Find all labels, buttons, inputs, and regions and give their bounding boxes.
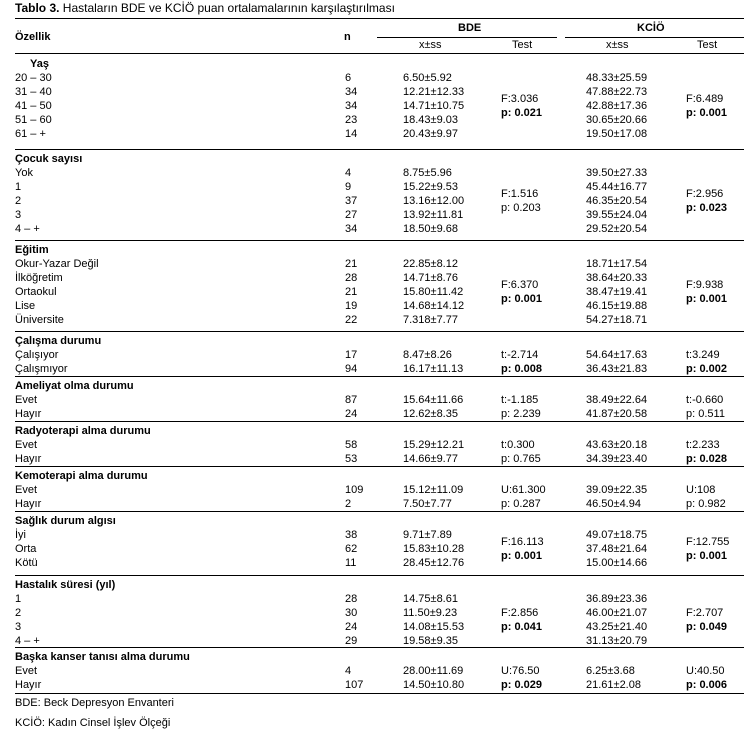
row-bde-mean-sd: 7.50±7.77 <box>403 498 452 510</box>
row-bde-mean-sd: 16.17±11.13 <box>403 363 464 375</box>
row-bde-mean-sd: 18.50±9.68 <box>403 223 458 235</box>
kcio-test-p: p: 0.001 <box>686 107 727 119</box>
row-kcio-mean-sd: 15.00±14.66 <box>586 557 648 569</box>
row-kcio-mean-sd: 38.49±22.64 <box>586 394 648 406</box>
group-separator <box>15 376 744 377</box>
row-kcio-mean-sd: 46.35±20.54 <box>586 195 648 207</box>
row-kcio-mean-sd: 38.64±20.33 <box>586 272 648 284</box>
bde-test-stat: t:-1.185 <box>501 394 539 406</box>
row-bde-mean-sd: 28.45±12.76 <box>403 557 465 569</box>
row-n: 27 <box>345 209 358 221</box>
bde-test-p: p: 0.029 <box>501 679 542 691</box>
row-kcio-mean-sd: 42.88±17.36 <box>586 100 648 112</box>
row-n: 24 <box>345 408 358 420</box>
row-n: 11 <box>345 557 357 569</box>
row-kcio-mean-sd: 37.48±21.64 <box>586 543 648 555</box>
group-title: Radyoterapi alma durumu <box>15 425 151 437</box>
row-n: 21 <box>345 258 358 270</box>
row-label: Evet <box>15 665 38 677</box>
kcio-test-p: p: 0.002 <box>686 363 727 375</box>
row-label: 41 – 50 <box>15 100 52 112</box>
group-title: Çocuk sayısı <box>15 153 83 165</box>
group-separator <box>15 466 744 467</box>
row-bde-mean-sd: 14.08±15.53 <box>403 621 465 633</box>
row-n: 34 <box>345 86 358 98</box>
row-n: 22 <box>345 314 358 326</box>
bde-test-p: p: 0.041 <box>501 621 542 633</box>
row-n: 4 <box>345 665 352 677</box>
top-rule <box>15 18 744 19</box>
row-bde-mean-sd: 12.21±12.33 <box>403 86 465 98</box>
row-label: 1 <box>15 181 22 193</box>
group-title: Kemoterapi alma durumu <box>15 470 148 482</box>
row-bde-mean-sd: 20.43±9.97 <box>403 128 458 140</box>
kcio-test-stat: F:6.489 <box>686 93 724 105</box>
group-separator <box>15 647 744 648</box>
kcio-test-p: p: 0.023 <box>686 202 727 214</box>
row-label: 3 <box>15 621 22 633</box>
row-bde-mean-sd: 22.85±8.12 <box>403 258 458 270</box>
row-kcio-mean-sd: 38.47±19.41 <box>586 286 648 298</box>
row-n: 29 <box>345 635 358 647</box>
bde-test-stat: t:0.300 <box>501 439 535 451</box>
row-bde-mean-sd: 7.318±7.77 <box>403 314 458 326</box>
row-n: 28 <box>345 272 358 284</box>
row-label: Yok <box>15 167 33 179</box>
table-caption <box>15 1 395 15</box>
bde-test-p: p: 0.021 <box>501 107 542 119</box>
row-kcio-mean-sd: 18.71±17.54 <box>586 258 648 270</box>
row-bde-mean-sd: 13.16±12.00 <box>403 195 465 207</box>
kcio-test-stat: F:9.938 <box>686 279 724 291</box>
row-label: 2 <box>15 195 22 207</box>
row-label: İyi <box>15 529 26 541</box>
row-n: 6 <box>345 72 352 84</box>
row-bde-mean-sd: 15.83±10.28 <box>403 543 465 555</box>
row-label: 4 – + <box>15 635 40 647</box>
row-n: 14 <box>345 128 358 140</box>
kcio-test-p: p: 0.511 <box>686 408 725 420</box>
footnote-bde: BDE: Beck Depresyon Envanteri <box>15 697 174 709</box>
row-bde-mean-sd: 12.62±8.35 <box>403 408 458 420</box>
row-kcio-mean-sd: 43.25±21.40 <box>586 621 648 633</box>
row-n: 28 <box>345 593 358 605</box>
row-n: 109 <box>345 484 364 496</box>
bde-test-p: p: 0.008 <box>501 363 542 375</box>
row-kcio-mean-sd: 43.63±20.18 <box>586 439 648 451</box>
row-label: Üniversite <box>15 314 64 326</box>
row-label: 31 – 40 <box>15 86 52 98</box>
row-kcio-mean-sd: 19.50±17.08 <box>586 128 648 140</box>
row-n: 19 <box>345 300 358 312</box>
row-bde-mean-sd: 11.50±9.23 <box>403 607 458 619</box>
row-n: 34 <box>345 223 358 235</box>
group-title: Eğitim <box>15 244 49 256</box>
group-separator <box>15 511 744 512</box>
bde-test-stat: t:-2.714 <box>501 349 539 361</box>
row-label: 20 – 30 <box>15 72 52 84</box>
row-n: 17 <box>345 349 358 361</box>
row-n: 107 <box>345 679 364 691</box>
group-separator <box>15 149 744 150</box>
row-kcio-mean-sd: 45.44±16.77 <box>586 181 648 193</box>
bde-test-p: p: 0.287 <box>501 498 541 510</box>
header-n: n <box>344 31 351 43</box>
kcio-test-stat: t:2.233 <box>686 439 720 451</box>
row-n: 4 <box>345 167 352 179</box>
group-separator <box>15 331 744 332</box>
row-kcio-mean-sd: 54.27±18.71 <box>586 314 648 326</box>
group-title: Başka kanser tanısı alma durumu <box>15 651 190 663</box>
row-n: 94 <box>345 363 358 375</box>
bde-test-p: p: 0.203 <box>501 202 541 214</box>
bde-test-p: p: 2.239 <box>501 408 541 420</box>
row-kcio-mean-sd: 29.52±20.54 <box>586 223 648 235</box>
row-bde-mean-sd: 18.43±9.03 <box>403 114 458 126</box>
kcio-test-p: p: 0.001 <box>686 550 727 562</box>
row-n: 24 <box>345 621 358 633</box>
bde-test-stat: F:6.370 <box>501 279 539 291</box>
row-bde-mean-sd: 14.71±10.75 <box>403 100 465 112</box>
row-kcio-mean-sd: 48.33±25.59 <box>586 72 648 84</box>
row-bde-mean-sd: 15.80±11.42 <box>403 286 464 298</box>
row-kcio-mean-sd: 36.89±23.36 <box>586 593 648 605</box>
kcio-test-stat: F:12.755 <box>686 536 730 548</box>
row-kcio-mean-sd: 47.88±22.73 <box>586 86 648 98</box>
row-label: Çalışıyor <box>15 349 59 361</box>
row-bde-mean-sd: 6.50±5.92 <box>403 72 452 84</box>
row-n: 34 <box>345 100 358 112</box>
row-label: Hayır <box>15 453 42 465</box>
row-label: Evet <box>15 394 38 406</box>
row-kcio-mean-sd: 34.39±23.40 <box>586 453 648 465</box>
kcio-group-rule <box>565 37 744 38</box>
row-label: Hayır <box>15 679 42 691</box>
kcio-test-p: p: 0.001 <box>686 293 727 305</box>
group-separator <box>15 240 744 241</box>
row-bde-mean-sd: 14.71±8.76 <box>403 272 458 284</box>
row-label: Çalışmıyor <box>15 363 68 375</box>
row-kcio-mean-sd: 6.25±3.68 <box>586 665 635 677</box>
kcio-test-stat: t:-0.660 <box>686 394 724 406</box>
row-n: 58 <box>345 439 358 451</box>
bde-test-p: p: 0.001 <box>501 293 542 305</box>
row-label: 3 <box>15 209 22 221</box>
row-bde-mean-sd: 14.75±8.61 <box>403 593 458 605</box>
row-label: 61 – + <box>15 128 46 140</box>
row-label: Orta <box>15 543 37 555</box>
header-kcio-mean-sd: x±ss <box>606 39 629 51</box>
header-bde-test: Test <box>512 39 533 51</box>
header-ozellik: Özellik <box>15 31 51 43</box>
row-bde-mean-sd: 15.12±11.09 <box>403 484 464 496</box>
bde-test-stat: U:61.300 <box>501 484 546 496</box>
row-label: Evet <box>15 439 38 451</box>
group-title: Çalışma durumu <box>15 335 102 347</box>
kcio-test-p: p: 0.049 <box>686 621 727 633</box>
kcio-test-stat: F:2.956 <box>686 188 724 200</box>
kcio-test-p: p: 0.006 <box>686 679 727 691</box>
row-label: 4 – + <box>15 223 40 235</box>
row-n: 62 <box>345 543 358 555</box>
row-bde-mean-sd: 15.29±12.21 <box>403 439 465 451</box>
header-kcio: KCİÖ <box>637 22 665 34</box>
row-kcio-mean-sd: 21.61±2.08 <box>586 679 641 691</box>
row-n: 30 <box>345 607 358 619</box>
row-label: Evet <box>15 484 38 496</box>
group-title: Ameliyat olma durumu <box>15 380 134 392</box>
row-n: 21 <box>345 286 358 298</box>
bde-test-p: p: 0.765 <box>501 453 541 465</box>
row-kcio-mean-sd: 31.13±20.79 <box>586 635 648 647</box>
header-kcio-test: Test <box>697 39 718 51</box>
bde-test-stat: F:3.036 <box>501 93 539 105</box>
bde-test-p: p: 0.001 <box>501 550 542 562</box>
row-bde-mean-sd: 15.64±11.66 <box>403 394 464 406</box>
row-label: Hayır <box>15 408 42 420</box>
group-separator <box>15 421 744 422</box>
kcio-test-stat: U:108 <box>686 484 716 496</box>
row-label: Hayır <box>15 498 42 510</box>
group-title: Hastalık süresi (yıl) <box>15 579 116 591</box>
kcio-test-stat: t:3.249 <box>686 349 720 361</box>
row-bde-mean-sd: 8.47±8.26 <box>403 349 452 361</box>
kcio-test-stat: U:40.50 <box>686 665 725 677</box>
row-bde-mean-sd: 14.50±10.80 <box>403 679 465 691</box>
row-kcio-mean-sd: 49.07±18.75 <box>586 529 648 541</box>
header-bde-mean-sd: x±ss <box>419 39 442 51</box>
row-bde-mean-sd: 13.92±11.81 <box>403 209 464 221</box>
row-label: Kötü <box>15 557 38 569</box>
row-n: 2 <box>345 498 352 510</box>
row-label: Okur-Yazar Değil <box>15 258 99 270</box>
row-kcio-mean-sd: 41.87±20.58 <box>586 408 648 420</box>
header-rule <box>15 53 744 54</box>
footnote-kcio: KCİÖ: Kadın Cinsel İşlev Ölçeği <box>15 717 171 729</box>
table-number: Tablo 3. <box>15 1 60 15</box>
row-bde-mean-sd: 9.71±7.89 <box>403 529 452 541</box>
row-kcio-mean-sd: 39.55±24.04 <box>586 209 648 221</box>
row-n: 38 <box>345 529 358 541</box>
row-n: 23 <box>345 114 358 126</box>
row-label: 51 – 60 <box>15 114 52 126</box>
row-kcio-mean-sd: 46.50±4.94 <box>586 498 641 510</box>
group-separator <box>15 575 744 576</box>
row-bde-mean-sd: 14.68±14.12 <box>403 300 465 312</box>
group-title: Sağlık durum algısı <box>15 515 116 527</box>
kcio-test-p: p: 0.982 <box>686 498 726 510</box>
row-bde-mean-sd: 14.66±9.77 <box>403 453 458 465</box>
row-n: 53 <box>345 453 358 465</box>
group-title: Yaş <box>30 58 49 70</box>
bde-test-stat: F:16.113 <box>501 536 544 548</box>
row-kcio-mean-sd: 36.43±21.83 <box>586 363 648 375</box>
row-label: İlköğretim <box>15 272 63 284</box>
table-title: Hastaların BDE ve KCİÖ puan ortalamalarının karşılaştırılması <box>62 1 395 15</box>
row-kcio-mean-sd: 46.15±19.88 <box>586 300 648 312</box>
bde-test-stat: F:1.516 <box>501 188 539 200</box>
row-kcio-mean-sd: 39.09±22.35 <box>586 484 648 496</box>
row-kcio-mean-sd: 54.64±17.63 <box>586 349 648 361</box>
bottom-rule <box>15 693 744 694</box>
row-label: Lise <box>15 300 36 312</box>
row-label: 2 <box>15 607 22 619</box>
row-kcio-mean-sd: 39.50±27.33 <box>586 167 648 179</box>
kcio-test-p: p: 0.028 <box>686 453 727 465</box>
kcio-test-stat: F:2.707 <box>686 607 724 619</box>
row-bde-mean-sd: 15.22±9.53 <box>403 181 458 193</box>
row-n: 9 <box>345 181 352 193</box>
row-kcio-mean-sd: 30.65±20.66 <box>586 114 648 126</box>
row-kcio-mean-sd: 46.00±21.07 <box>586 607 648 619</box>
row-n: 87 <box>345 394 358 406</box>
row-bde-mean-sd: 19.58±9.35 <box>403 635 458 647</box>
row-label: Ortaokul <box>15 286 57 298</box>
bde-test-stat: U:76.50 <box>501 665 540 677</box>
row-bde-mean-sd: 8.75±5.96 <box>403 167 452 179</box>
row-n: 37 <box>345 195 358 207</box>
header-bde: BDE <box>458 22 482 34</box>
row-label: 1 <box>15 593 22 605</box>
bde-test-stat: F:2.856 <box>501 607 539 619</box>
row-bde-mean-sd: 28.00±11.69 <box>403 665 464 677</box>
bde-group-rule <box>377 37 557 38</box>
